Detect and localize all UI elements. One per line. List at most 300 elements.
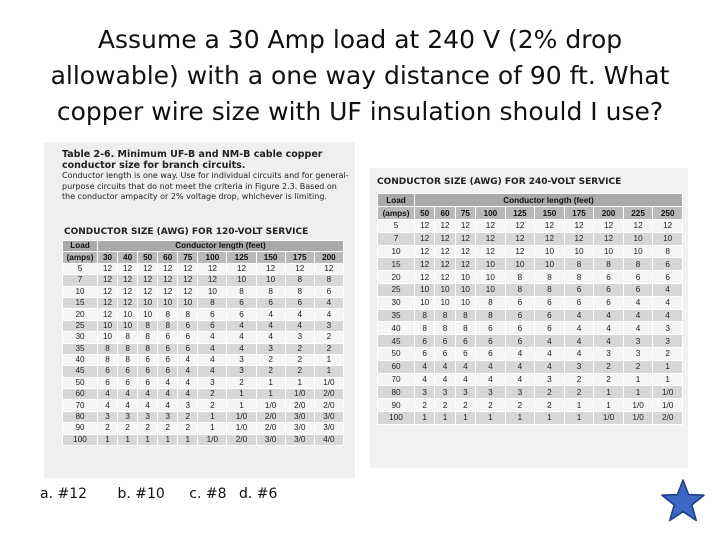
size-cell: 8: [653, 245, 683, 258]
size-cell: 4: [158, 400, 178, 411]
length-header: Conductor length (feet): [415, 194, 683, 207]
load-cell: 100: [63, 434, 98, 445]
size-cell: 6: [535, 296, 565, 309]
size-cell: 2/0: [256, 423, 285, 434]
size-cell: 12: [158, 275, 178, 286]
size-cell: 10: [138, 309, 158, 320]
size-cell: 6: [178, 332, 198, 343]
table-caption: [62, 150, 352, 203]
size-cell: 3: [564, 360, 594, 373]
size-cell: 6: [118, 377, 138, 388]
size-cell: 12: [314, 263, 343, 274]
load-header: Load: [378, 194, 415, 207]
size-cell: 6: [98, 377, 118, 388]
size-cell: 4: [256, 309, 285, 320]
size-cell: 8: [98, 354, 118, 365]
size-cell: 12: [535, 220, 565, 233]
size-cell: 3: [594, 347, 624, 360]
length-column-header: 175: [564, 207, 594, 220]
size-cell: 8: [98, 343, 118, 354]
size-cell: 4: [535, 335, 565, 348]
star-icon[interactable]: [660, 478, 706, 524]
size-cell: 12: [623, 220, 653, 233]
size-cell: 8: [435, 309, 455, 322]
size-cell: 10: [435, 283, 455, 296]
size-cell: 3: [227, 354, 256, 365]
size-cell: 4: [178, 389, 198, 400]
size-cell: 8: [476, 309, 506, 322]
size-cell: 4: [227, 343, 256, 354]
length-column-header: 30: [98, 252, 118, 263]
size-cell: 10: [476, 283, 506, 296]
load-cell: 45: [378, 335, 415, 348]
size-cell: 10: [535, 258, 565, 271]
size-cell: 1: [653, 373, 683, 386]
answer-c[interactable]: c. #8: [189, 486, 227, 502]
length-column-header: 125: [505, 207, 535, 220]
size-cell: 10: [455, 283, 475, 296]
load-cell: 45: [63, 366, 98, 377]
size-cell: 10: [455, 271, 475, 284]
answer-b[interactable]: b. #10: [117, 486, 165, 502]
size-cell: 12: [435, 271, 455, 284]
size-cell: 1: [653, 360, 683, 373]
size-cell: 8: [564, 258, 594, 271]
table-row: [378, 245, 683, 258]
size-cell: 12: [435, 258, 455, 271]
size-cell: 12: [138, 263, 158, 274]
load-unit-header: (amps): [378, 207, 415, 220]
size-cell: 4: [505, 360, 535, 373]
size-cell: 10: [118, 320, 138, 331]
load-cell: 80: [63, 411, 98, 422]
size-cell: 10: [178, 297, 198, 308]
size-cell: 2/0: [653, 411, 683, 424]
size-cell: 6: [564, 283, 594, 296]
load-cell: 20: [378, 271, 415, 284]
size-cell: 3: [653, 322, 683, 335]
size-cell: 6: [564, 296, 594, 309]
size-cell: 2: [138, 423, 158, 434]
size-cell: 4: [118, 389, 138, 400]
size-cell: 12: [98, 286, 118, 297]
load-cell: 70: [63, 400, 98, 411]
size-cell: 4/0: [314, 434, 343, 445]
size-cell: 2: [564, 386, 594, 399]
size-cell: 8: [138, 343, 158, 354]
size-cell: 8: [476, 296, 506, 309]
size-cell: 2/0: [227, 434, 256, 445]
size-cell: 3: [505, 386, 535, 399]
size-cell: 6: [435, 335, 455, 348]
size-cell: 8: [435, 322, 455, 335]
size-cell: 4: [98, 400, 118, 411]
size-cell: 1: [198, 423, 227, 434]
size-cell: 4: [178, 354, 198, 365]
size-cell: 6: [314, 286, 343, 297]
size-cell: 10: [415, 296, 435, 309]
load-cell: 25: [378, 283, 415, 296]
size-cell: 12: [435, 232, 455, 245]
size-cell: 6: [653, 271, 683, 284]
size-cell: 6: [476, 347, 506, 360]
size-cell: 12: [505, 232, 535, 245]
size-cell: 6: [138, 354, 158, 365]
size-cell: 10: [158, 297, 178, 308]
size-cell: 10: [564, 245, 594, 258]
size-cell: 12: [505, 245, 535, 258]
size-cell: 4: [476, 360, 506, 373]
size-cell: 4: [505, 373, 535, 386]
size-cell: 3: [178, 400, 198, 411]
size-cell: 6: [178, 343, 198, 354]
table-row: [378, 399, 683, 412]
size-cell: 2: [505, 399, 535, 412]
size-cell: 4: [285, 309, 314, 320]
size-cell: 2/0: [256, 411, 285, 422]
size-cell: 10: [138, 297, 158, 308]
size-cell: 3: [314, 320, 343, 331]
size-cell: 8: [455, 322, 475, 335]
section-header-120v: CONDUCTOR SIZE (AWG) FOR 120-VOLT SERVICE: [64, 227, 309, 237]
size-cell: 8: [118, 332, 138, 343]
size-cell: 12: [178, 286, 198, 297]
size-cell: 4: [198, 354, 227, 365]
size-cell: 12: [98, 263, 118, 274]
size-cell: 2: [198, 389, 227, 400]
answer-d[interactable]: d. #6: [238, 486, 278, 502]
size-cell: 4: [314, 309, 343, 320]
size-cell: 8: [535, 271, 565, 284]
size-cell: 3: [653, 335, 683, 348]
size-cell: 10: [98, 320, 118, 331]
size-cell: 4: [653, 283, 683, 296]
size-cell: 4: [476, 373, 506, 386]
size-cell: 10: [505, 258, 535, 271]
size-cell: 3: [455, 386, 475, 399]
size-cell: 6: [415, 335, 435, 348]
size-cell: 8: [594, 258, 624, 271]
size-cell: 6: [198, 320, 227, 331]
size-cell: 1: [178, 434, 198, 445]
question-line-3: copper wire size with UF insulation should I use?: [56, 97, 664, 126]
size-cell: 3: [98, 411, 118, 422]
size-cell: 12: [415, 245, 435, 258]
size-cell: 8: [158, 309, 178, 320]
size-cell: 12: [118, 297, 138, 308]
size-cell: 1/0: [285, 389, 314, 400]
size-cell: 2: [285, 343, 314, 354]
size-cell: 12: [455, 258, 475, 271]
size-cell: 1: [285, 377, 314, 388]
length-column-header: 100: [476, 207, 506, 220]
size-cell: 12: [227, 263, 256, 274]
size-cell: 8: [118, 354, 138, 365]
size-cell: 2: [178, 423, 198, 434]
size-cell: 6: [138, 366, 158, 377]
size-cell: 12: [653, 220, 683, 233]
size-cell: 12: [476, 220, 506, 233]
size-cell: 1/0: [623, 399, 653, 412]
size-cell: 1: [314, 366, 343, 377]
size-cell: 2: [158, 423, 178, 434]
load-cell: 7: [63, 275, 98, 286]
size-cell: 12: [138, 286, 158, 297]
size-cell: 2/0: [285, 400, 314, 411]
size-cell: 12: [138, 275, 158, 286]
size-cell: 8: [256, 286, 285, 297]
table-row: [63, 343, 344, 354]
load-cell: 35: [378, 309, 415, 322]
load-cell: 25: [63, 320, 98, 331]
size-cell: 10: [476, 258, 506, 271]
size-cell: 3/0: [285, 411, 314, 422]
size-cell: 12: [158, 286, 178, 297]
size-cell: 12: [594, 220, 624, 233]
size-cell: 6: [505, 309, 535, 322]
size-cell: 2: [435, 399, 455, 412]
size-cell: 4: [594, 309, 624, 322]
size-cell: 1: [158, 434, 178, 445]
size-cell: 1: [256, 377, 285, 388]
load-cell: 70: [378, 373, 415, 386]
table-row: [378, 411, 683, 424]
size-cell: 1: [435, 411, 455, 424]
length-column-header: 150: [256, 252, 285, 263]
size-cell: 3: [256, 343, 285, 354]
load-cell: 20: [63, 309, 98, 320]
load-cell: 30: [63, 332, 98, 343]
size-cell: 6: [505, 322, 535, 335]
size-cell: 3: [435, 386, 455, 399]
question-title: [0, 22, 720, 130]
size-cell: 2: [118, 423, 138, 434]
size-cell: 1: [227, 389, 256, 400]
size-cell: 1: [415, 411, 435, 424]
size-cell: 3: [535, 373, 565, 386]
size-cell: 12: [435, 220, 455, 233]
table-row: [63, 377, 344, 388]
size-cell: 4: [435, 360, 455, 373]
size-cell: 4: [415, 373, 435, 386]
size-cell: 8: [623, 258, 653, 271]
size-cell: 1: [564, 399, 594, 412]
table-row: [378, 373, 683, 386]
size-cell: 6: [178, 320, 198, 331]
size-cell: 2: [178, 411, 198, 422]
load-cell: 40: [378, 322, 415, 335]
size-cell: 3: [623, 335, 653, 348]
size-cell: 6: [476, 322, 506, 335]
size-cell: 2: [98, 423, 118, 434]
length-column-header: 175: [285, 252, 314, 263]
size-cell: 3: [415, 386, 435, 399]
size-cell: 4: [227, 332, 256, 343]
size-cell: 8: [285, 275, 314, 286]
size-cell: 1: [476, 411, 506, 424]
size-cell: 3/0: [314, 423, 343, 434]
size-cell: 6: [198, 309, 227, 320]
size-cell: 2: [227, 377, 256, 388]
table-row: [63, 263, 344, 274]
size-cell: 4: [138, 389, 158, 400]
size-cell: 6: [653, 258, 683, 271]
size-cell: 4: [198, 343, 227, 354]
size-cell: 2: [476, 399, 506, 412]
size-cell: 12: [98, 309, 118, 320]
table-row: [63, 411, 344, 422]
size-cell: 10: [435, 296, 455, 309]
size-cell: 3: [118, 411, 138, 422]
size-cell: 6: [158, 366, 178, 377]
table-row: [63, 423, 344, 434]
size-cell: 6: [435, 347, 455, 360]
size-cell: 4: [564, 309, 594, 322]
size-cell: 4: [256, 332, 285, 343]
length-column-header: 150: [535, 207, 565, 220]
size-cell: 2: [594, 373, 624, 386]
size-cell: 6: [415, 347, 435, 360]
load-cell: 50: [63, 377, 98, 388]
size-cell: 1: [198, 411, 227, 422]
answer-a[interactable]: a. #12: [40, 486, 88, 502]
size-cell: 1: [455, 411, 475, 424]
size-cell: 6: [118, 366, 138, 377]
length-column-header: 100: [198, 252, 227, 263]
load-cell: 40: [63, 354, 98, 365]
size-cell: 1: [594, 399, 624, 412]
table-caption-title: Table 2-6. Minimum UF-B and NM-B cable copper conductor size for branch circuits.: [62, 149, 323, 171]
size-cell: 8: [314, 275, 343, 286]
size-cell: 12: [455, 220, 475, 233]
load-cell: 35: [63, 343, 98, 354]
size-cell: 4: [138, 400, 158, 411]
size-cell: 6: [594, 296, 624, 309]
size-cell: 3/0: [285, 423, 314, 434]
size-cell: 4: [198, 366, 227, 377]
size-cell: 2: [314, 332, 343, 343]
size-cell: 4: [535, 360, 565, 373]
size-cell: 1/0: [623, 411, 653, 424]
size-cell: 4: [594, 335, 624, 348]
table-row: [63, 366, 344, 377]
size-cell: 4: [98, 389, 118, 400]
load-cell: 60: [63, 389, 98, 400]
length-column-header: 75: [455, 207, 475, 220]
size-cell: 6: [505, 335, 535, 348]
size-cell: 4: [505, 347, 535, 360]
size-cell: 2/0: [314, 400, 343, 411]
load-header: Load: [63, 241, 98, 252]
length-column-header: 200: [314, 252, 343, 263]
size-cell: 12: [476, 232, 506, 245]
size-cell: 1/0: [227, 411, 256, 422]
length-column-header: 40: [118, 252, 138, 263]
size-cell: 6: [98, 366, 118, 377]
size-cell: 8: [415, 309, 435, 322]
size-cell: 1: [535, 411, 565, 424]
size-cell: 6: [158, 343, 178, 354]
length-column-header: 75: [178, 252, 198, 263]
size-cell: 2: [653, 347, 683, 360]
size-cell: 3: [476, 386, 506, 399]
load-cell: 90: [378, 399, 415, 412]
size-cell: 1/0: [256, 400, 285, 411]
size-cell: 4: [564, 322, 594, 335]
size-cell: 6: [227, 297, 256, 308]
size-cell: 1/0: [653, 386, 683, 399]
size-cell: 12: [415, 258, 435, 271]
size-cell: 3: [285, 332, 314, 343]
table-row: [378, 220, 683, 233]
size-cell: 1: [623, 373, 653, 386]
size-cell: 6: [256, 297, 285, 308]
size-cell: 6: [476, 335, 506, 348]
size-cell: 6: [158, 332, 178, 343]
length-column-header: 50: [415, 207, 435, 220]
size-cell: 2: [415, 399, 435, 412]
size-cell: 12: [198, 275, 227, 286]
size-cell: 4: [653, 296, 683, 309]
size-cell: 8: [505, 283, 535, 296]
table-row: [63, 434, 344, 445]
size-cell: 8: [455, 309, 475, 322]
size-cell: 12: [594, 232, 624, 245]
size-cell: 3: [623, 347, 653, 360]
size-cell: 6: [227, 309, 256, 320]
size-cell: 8: [198, 297, 227, 308]
size-cell: 4: [435, 373, 455, 386]
question-line-1: Assume a 30 Amp load at 240 V (2% drop: [97, 25, 623, 54]
length-column-header: 50: [138, 252, 158, 263]
load-unit-header: (amps): [63, 252, 98, 263]
size-cell: 1/0: [653, 399, 683, 412]
size-cell: 4: [623, 309, 653, 322]
load-cell: 10: [378, 245, 415, 258]
size-cell: 8: [138, 320, 158, 331]
size-cell: 12: [118, 275, 138, 286]
size-cell: 8: [505, 271, 535, 284]
load-cell: 100: [378, 411, 415, 424]
size-cell: 4: [623, 322, 653, 335]
table-row: [63, 286, 344, 297]
length-column-header: 225: [623, 207, 653, 220]
size-cell: 6: [158, 354, 178, 365]
size-cell: 10: [535, 245, 565, 258]
size-cell: 6: [623, 271, 653, 284]
size-cell: 12: [476, 245, 506, 258]
size-cell: 2: [623, 360, 653, 373]
size-cell: 6: [535, 309, 565, 322]
size-cell: 2: [198, 400, 227, 411]
table-row: [378, 258, 683, 271]
load-cell: 7: [378, 232, 415, 245]
size-cell: 2: [535, 399, 565, 412]
size-cell: 1: [564, 411, 594, 424]
size-cell: 8: [178, 309, 198, 320]
size-cell: 2: [594, 360, 624, 373]
size-cell: 12: [256, 263, 285, 274]
size-cell: 12: [98, 297, 118, 308]
size-cell: 4: [118, 400, 138, 411]
table-row: [63, 332, 344, 343]
size-cell: 1/0: [314, 377, 343, 388]
size-cell: 10: [455, 296, 475, 309]
size-cell: 6: [535, 322, 565, 335]
size-cell: 2/0: [314, 389, 343, 400]
size-cell: 12: [415, 232, 435, 245]
size-cell: 6: [455, 335, 475, 348]
